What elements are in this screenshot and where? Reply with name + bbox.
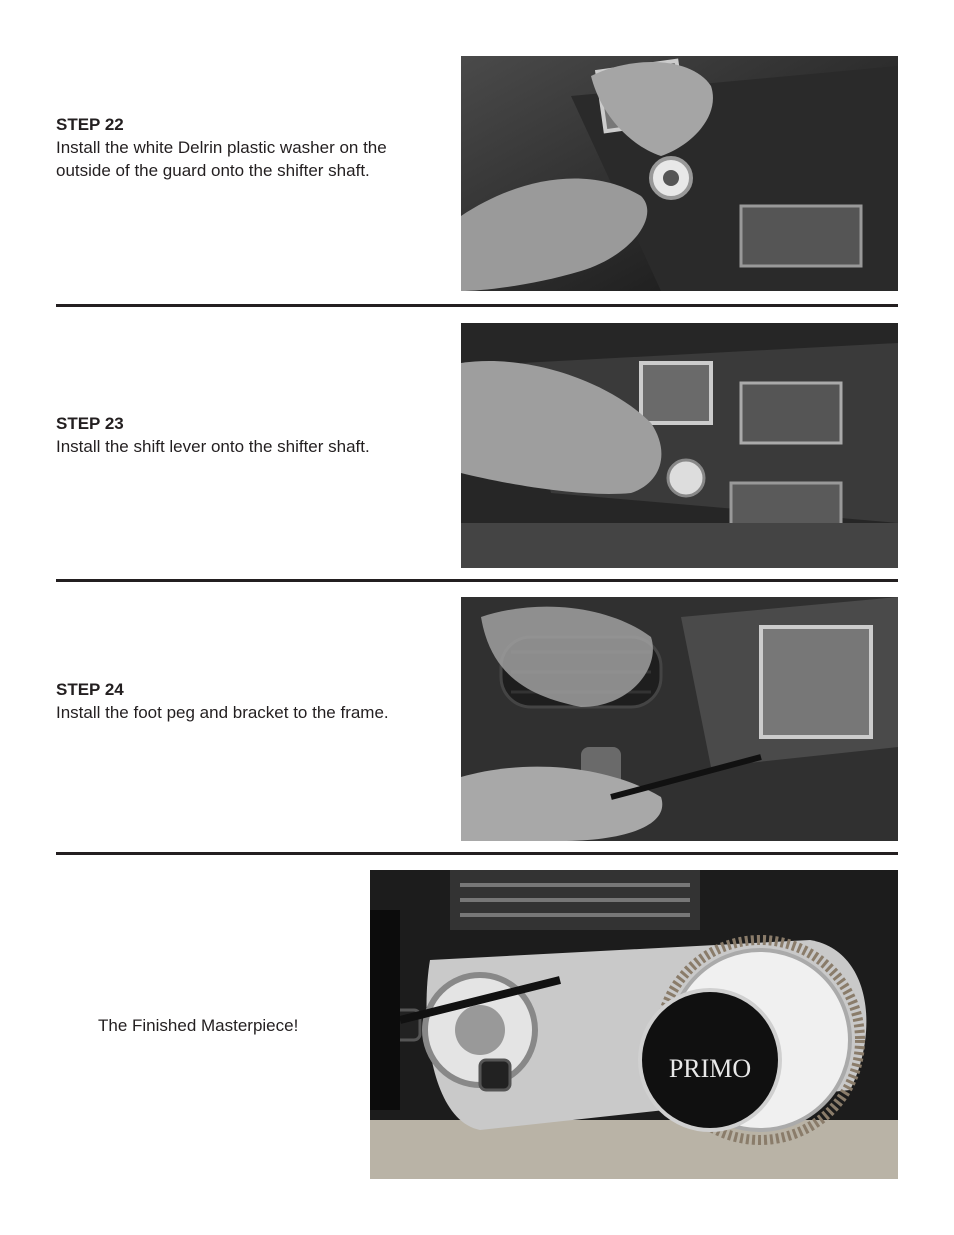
step-22-photo (461, 56, 898, 291)
primo-logo: PRIMO (668, 1054, 752, 1083)
section-divider (56, 579, 898, 582)
finished-bike-photo (370, 870, 898, 1179)
step-title: STEP 23 (56, 414, 124, 433)
step-description: Install the white Delrin plastic washer on the outside of the guard onto the shifter shaft. (56, 138, 387, 180)
step-title: STEP 24 (56, 680, 124, 699)
step-description: Install the foot peg and bracket to the frame. (56, 703, 389, 722)
step-23-photo (461, 323, 898, 568)
step-description: Install the shift lever onto the shifter shaft. (56, 437, 370, 456)
step-24-photo (461, 597, 898, 841)
step-23-text (56, 412, 436, 458)
step-title: STEP 22 (56, 115, 124, 134)
step-24-text (56, 678, 436, 724)
step-22-text (56, 113, 436, 182)
finished-caption: The Finished Masterpiece! (98, 1016, 299, 1035)
section-divider (56, 304, 898, 307)
section-divider (56, 852, 898, 855)
